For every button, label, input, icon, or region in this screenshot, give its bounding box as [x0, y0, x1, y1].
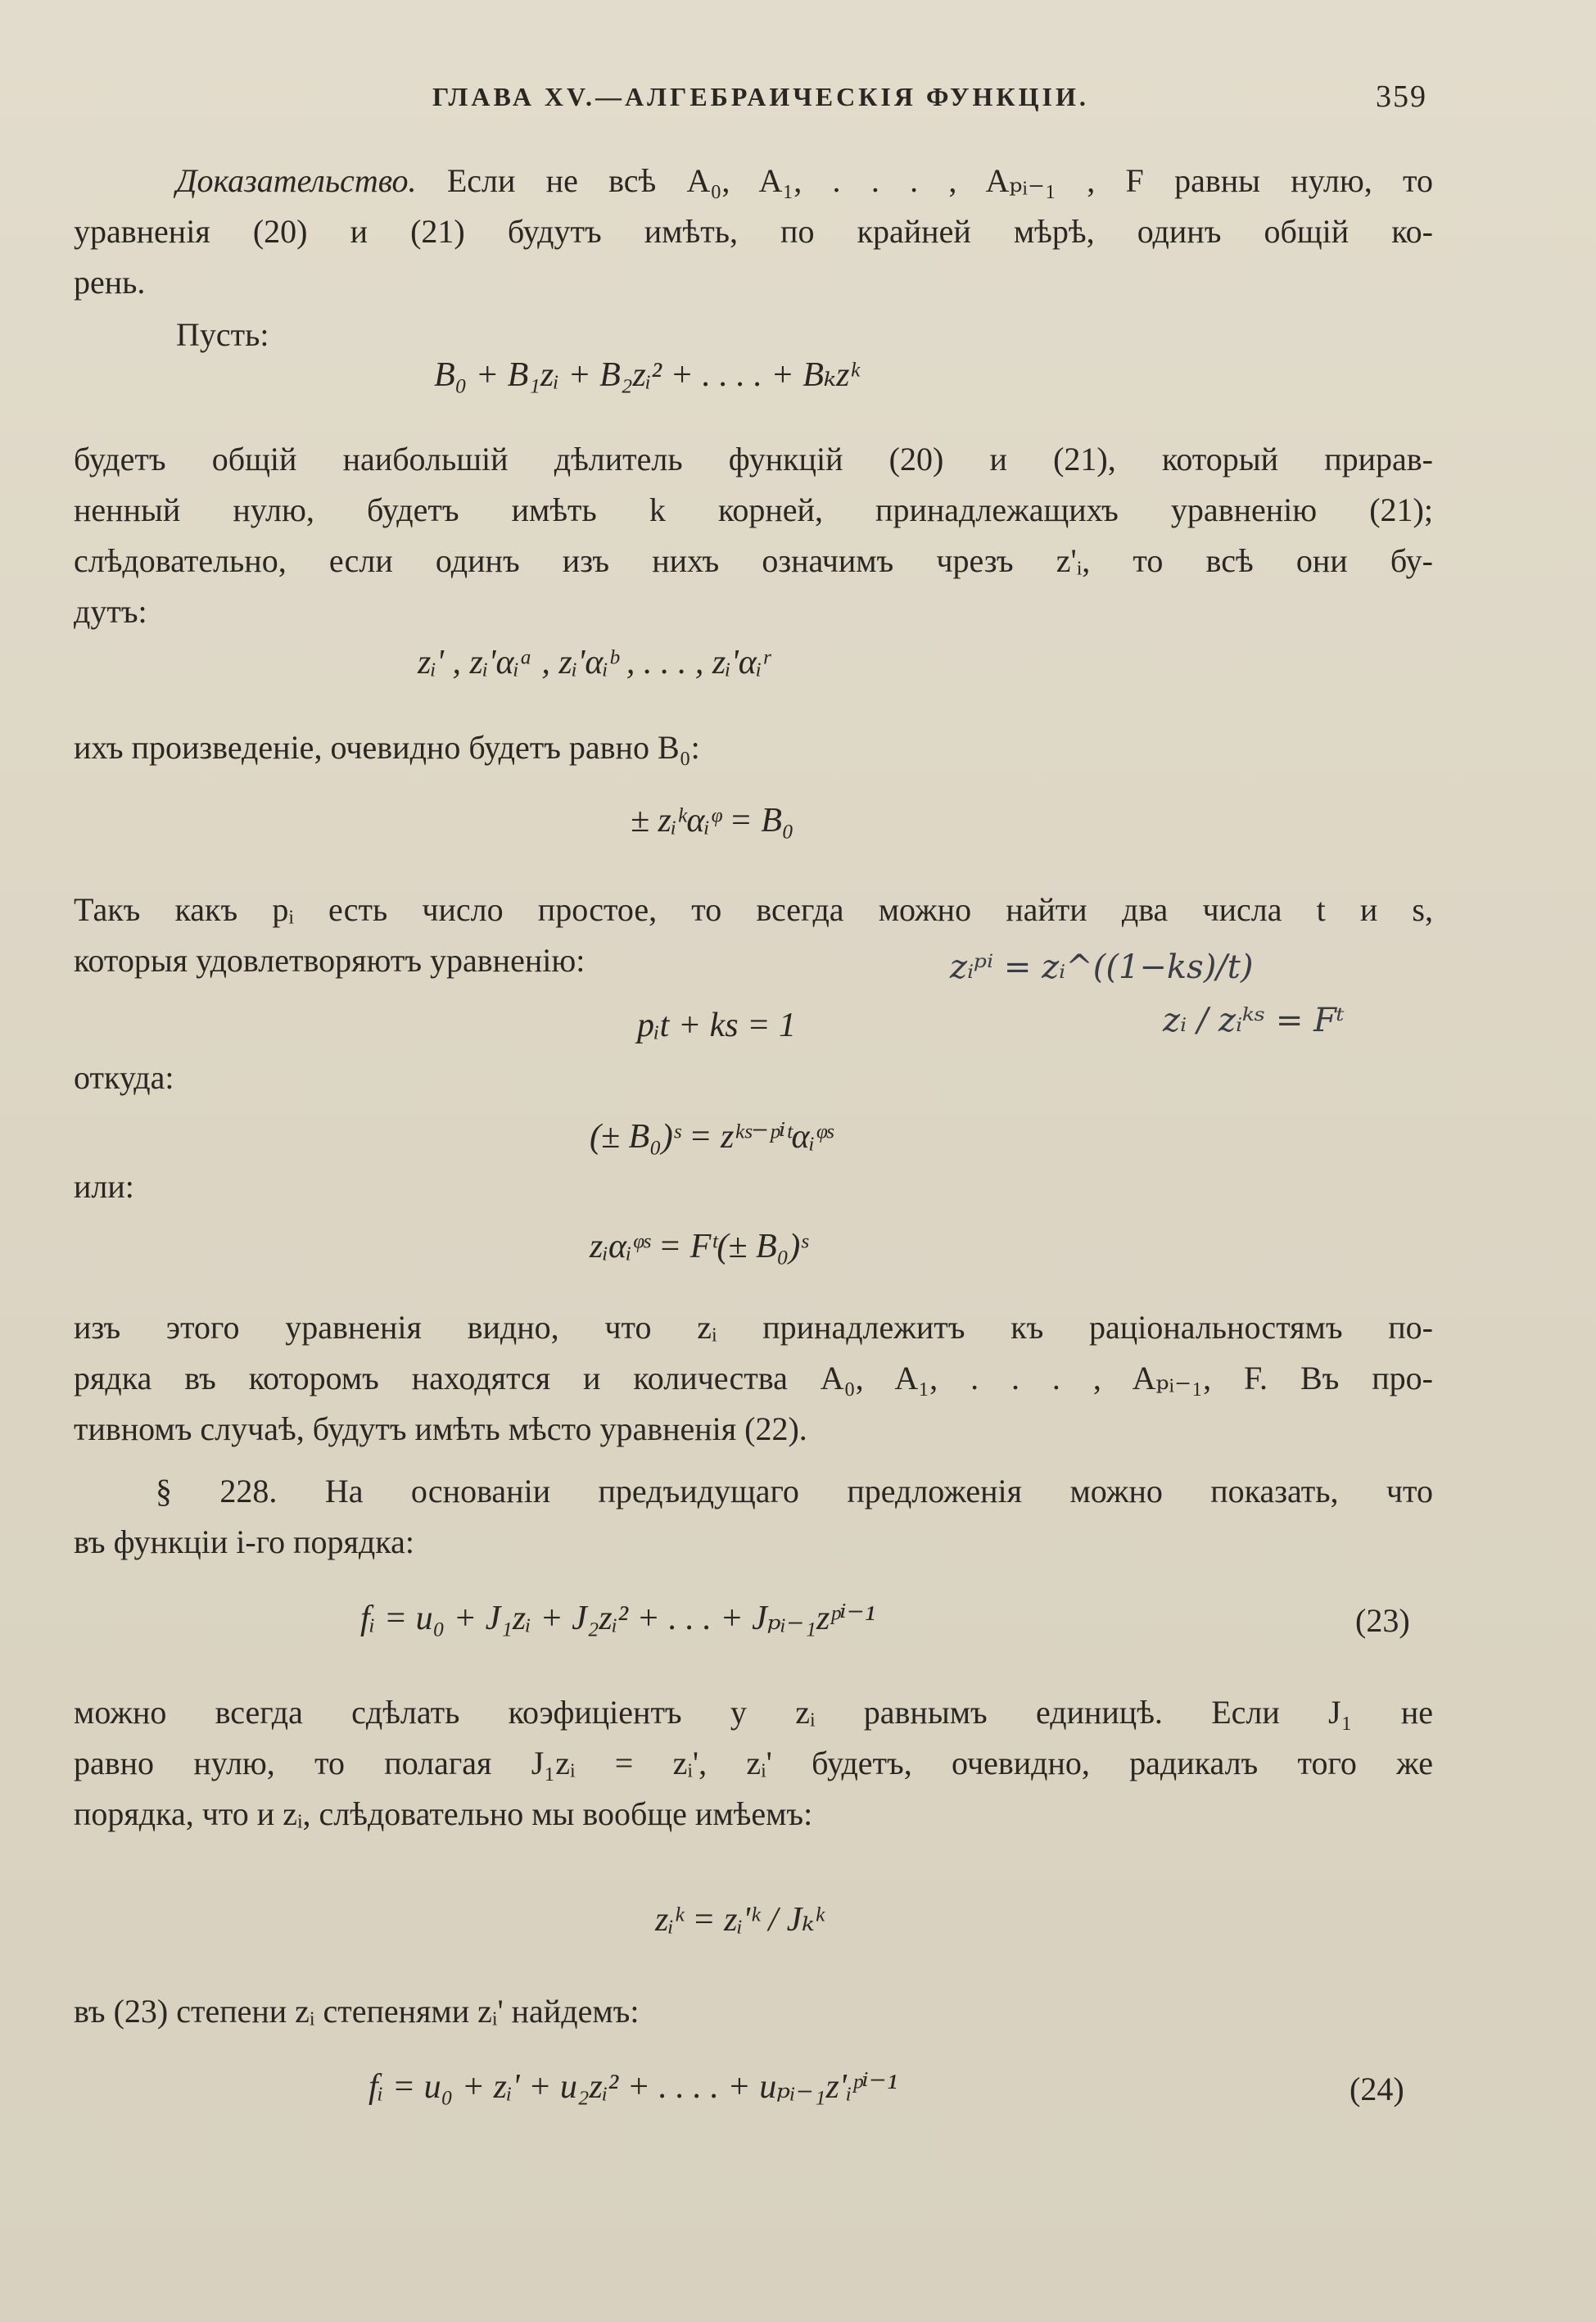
formula-24: fᵢ = u₀ + zᵢ' + u₂zᵢ² + . . . . + uₚᵢ₋₁z'ᵢᵖⁱ⁻¹: [368, 2068, 897, 2106]
text-line: въ функціи i-го порядка:: [74, 1523, 414, 1560]
formula-power: (± B₀)ˢ = zᵏˢ⁻ᵖⁱᵗαᵢᵠˢ: [590, 1118, 833, 1156]
formula-gcd: B₀ + B₁zᵢ + B₂zᵢ² + . . . . + Bₖzᵏ: [434, 356, 860, 394]
text-line: ненный нулю, будетъ имѣть k корней, принадлежащихъ уравненію (21);: [74, 491, 1433, 528]
formula-23: fᵢ = u₀ + J₁zᵢ + J₂zᵢ² + . . . + Jₚᵢ₋₁zᵖⁱ⁻¹: [360, 1600, 875, 1637]
paragraph-divisor: [74, 434, 1433, 637]
text-line: рень.: [74, 264, 146, 301]
equation-number: (24): [1350, 2071, 1404, 2107]
paragraph-section-228: [74, 1466, 1433, 1568]
formula-zi: zᵢαᵢᵠˢ = Fᵗ(± B₀)ˢ: [590, 1228, 808, 1265]
text-line: Пусть:: [176, 316, 269, 353]
text-line: можно всегда сдѣлать коэфиціентъ у zᵢ равнымъ единицѣ. Если J₁ не: [74, 1694, 1433, 1731]
text-line: въ (23) степени zᵢ степенями zᵢ' найдемъ:: [74, 1993, 640, 2030]
text-line: тивномъ случаѣ, будутъ имѣть мѣсто уравненія (22).: [74, 1410, 807, 1447]
text-line: уравненія (20) и (21) будутъ имѣть, по крайней мѣрѣ, одинъ общій ко-: [74, 213, 1433, 250]
text-line: Такъ какъ pᵢ есть число простое, то всегда можно найти два числа t и s,: [74, 891, 1434, 928]
text-line: ихъ произведеніе, очевидно будетъ равно B₀:: [74, 729, 700, 766]
text-line: будетъ общій наибольшій дѣлитель функцій (20) и (21), который прирав-: [74, 441, 1433, 478]
paragraph-rationality: [74, 1302, 1433, 1455]
text-line: откуда:: [74, 1059, 174, 1096]
text-line: Если не всѣ A₀, A₁, . . . , Aₚᵢ₋₁ , F равны нулю, то: [446, 162, 1434, 199]
paragraph-proof: [74, 156, 1433, 308]
formula-roots: zᵢ' , zᵢ'αᵢᵃ , zᵢ'αᵢᵇ , . . . , zᵢ'αᵢʳ: [418, 644, 770, 681]
formula-product: ± zᵢᵏαᵢᵠ = B₀: [631, 802, 794, 840]
text-line: равно нулю, то полагая J₁zᵢ = zᵢ', zᵢ' будетъ, очевидно, радикалъ того же: [74, 1745, 1433, 1781]
chapter-title: ГЛАВА XV.—АЛГЕБРАИЧЕСКІЯ ФУНКЦІИ.: [432, 82, 1089, 111]
proof-lead: Доказательство.: [176, 162, 417, 199]
text-line: дутъ:: [74, 593, 147, 630]
equation-number: (23): [1355, 1602, 1410, 1639]
formula-bezout: pᵢt + ks = 1: [637, 1007, 796, 1044]
formula-substitution: zᵢᵏ = zᵢ'ᵏ / Jₖᵏ: [655, 1901, 825, 1939]
text-line: порядка, что и zᵢ, слѣдовательно мы вообще имѣемъ:: [74, 1795, 813, 1832]
text-line: слѣдовательно, если одинъ изъ нихъ означимъ чрезъ z'ᵢ, то всѣ они бу-: [74, 542, 1433, 579]
paragraph-coefficient: [74, 1687, 1433, 1840]
handwritten-note: zᵢᵖⁱ = zᵢ^((1−ks)/t): [950, 948, 1254, 986]
text-line: или:: [74, 1168, 134, 1205]
text-line: которыя удовлетворяютъ уравненію:: [74, 942, 586, 979]
text-line: § 228. На основаніи предъидущаго предложенія можно показать, что: [156, 1473, 1433, 1510]
page-number: 359: [1376, 79, 1427, 114]
text-line: изъ этого уравненія видно, что zᵢ принадлежитъ къ раціональностямъ по-: [74, 1309, 1433, 1346]
handwritten-note: zᵢ / zᵢᵏˢ = Fᵗ: [1163, 1002, 1345, 1039]
text-line: рядка въ которомъ находятся и количества A₀, A₁, . . . , Aₚᵢ₋₁, F. Въ про-: [74, 1360, 1433, 1396]
